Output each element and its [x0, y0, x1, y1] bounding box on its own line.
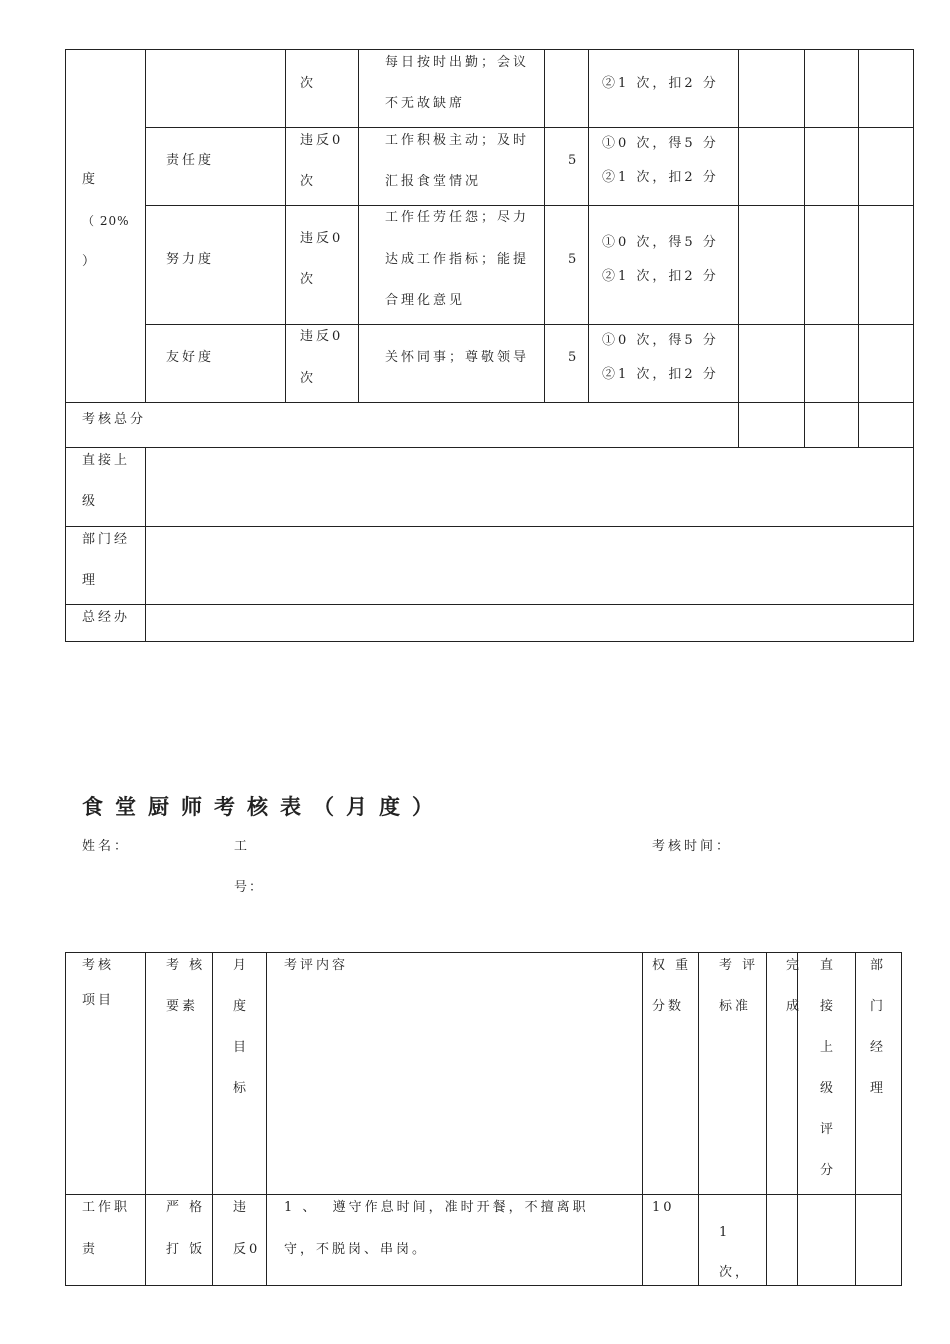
row3-target-line2: 次 [300, 272, 317, 287]
row-duty-element-line1: 严 格 [166, 1200, 206, 1215]
header-standard-line1: 考 评 [719, 958, 759, 973]
row1-content-line2: 不无故缺席 [385, 96, 466, 111]
row2-standard-line1: ①0 次，得5 分 [602, 136, 719, 151]
header-item-line2: 项目 [82, 993, 115, 1008]
row2-target-line1: 违反0 [300, 133, 344, 148]
header-element-line2: 要素 [166, 999, 199, 1014]
employee-id-label: 工号： [234, 839, 265, 895]
row4-target-line1: 违反0 [300, 329, 344, 344]
manager-label-line2: 理 [82, 573, 99, 588]
row-duty-standard-line2: 次， [719, 1265, 752, 1280]
row-duty-element-line2: 打 饭 [166, 1242, 206, 1257]
supervisor-label-line2: 级 [82, 494, 99, 509]
row4-standard-line2: ②1 次，扣2 分 [602, 367, 719, 382]
row-duty-content-line2: 守，不脱岗、串岗。 [284, 1242, 429, 1257]
header-weight-line1: 权 重 [652, 958, 692, 973]
header-element-line1: 考 核 [166, 958, 206, 973]
row-duty-item-line1: 工作职 [82, 1200, 131, 1215]
row1-standard-line2: ②1 次，扣2 分 [602, 76, 719, 91]
row4-content-line1: 关怀同事；尊敬领导 [385, 350, 530, 365]
row1-content-line1: 每日按时出勤；会议 [385, 55, 530, 70]
header-monthly-target: 月度目标 [233, 958, 249, 1096]
header-complete-char1: 完 [786, 958, 803, 973]
row3-content-line3: 合理化意见 [385, 293, 466, 308]
header-dept-manager: 部门经理 [870, 958, 886, 1096]
row2-item: 责任度 [166, 153, 215, 168]
gm-office-label: 总经办 [82, 610, 131, 625]
row3-item: 努力度 [166, 252, 215, 267]
header-content: 考评内容 [284, 958, 349, 973]
row3-standard-line1: ①0 次，得5 分 [602, 235, 719, 250]
header-supervisor-score: 直接上级评分 [820, 958, 836, 1178]
row4-standard-line1: ①0 次，得5 分 [602, 333, 719, 348]
row2-target-line2: 次 [300, 174, 317, 189]
manager-label-line1: 部门经 [82, 532, 131, 547]
row3-weight: 5 [568, 252, 580, 267]
review-time-label: 考核时间： [652, 839, 733, 854]
row3-content-line2: 达成工作指标；能提 [385, 252, 530, 267]
supervisor-label-line1: 直接上 [82, 453, 131, 468]
header-weight-line2: 分数 [652, 999, 685, 1014]
row-duty-content-line1: 1 、 遵守作息时间，准时开餐，不擅离职 [284, 1200, 589, 1215]
header-item-line1: 考核 [82, 958, 115, 973]
row2-content-line2: 汇报食堂情况 [385, 174, 482, 189]
category-weight-close: ） [82, 254, 99, 269]
row4-weight: 5 [568, 350, 580, 365]
header-standard-line2: 标准 [719, 999, 752, 1014]
form-title: 食堂厨师考核表（月度） [82, 794, 445, 819]
row2-content-line1: 工作积极主动；及时 [385, 133, 530, 148]
row1-target: 次 [300, 76, 317, 91]
row2-weight: 5 [568, 153, 580, 168]
row-duty-standard-line1: 1 [719, 1225, 731, 1240]
row-duty-target-line2: 反0 [233, 1242, 261, 1257]
row-duty-item-line2: 责 [82, 1242, 99, 1257]
row3-content-line1: 工作任劳任怨；尽力 [385, 210, 530, 225]
name-label: 姓名： [82, 839, 131, 854]
category-weight: （ 20% [82, 214, 130, 228]
row-duty-weight: 10 [652, 1200, 675, 1215]
row2-standard-line2: ②1 次，扣2 分 [602, 170, 719, 185]
row-duty-target-line1: 违 [233, 1200, 250, 1215]
total-score-label: 考核总分 [82, 412, 147, 427]
row3-target-line1: 违反0 [300, 231, 344, 246]
header-complete-char2: 成 [786, 999, 803, 1014]
category-label: 度 [82, 172, 99, 187]
row4-target-line2: 次 [300, 371, 317, 386]
row3-standard-line2: ②1 次，扣2 分 [602, 269, 719, 284]
row4-item: 友好度 [166, 350, 215, 365]
